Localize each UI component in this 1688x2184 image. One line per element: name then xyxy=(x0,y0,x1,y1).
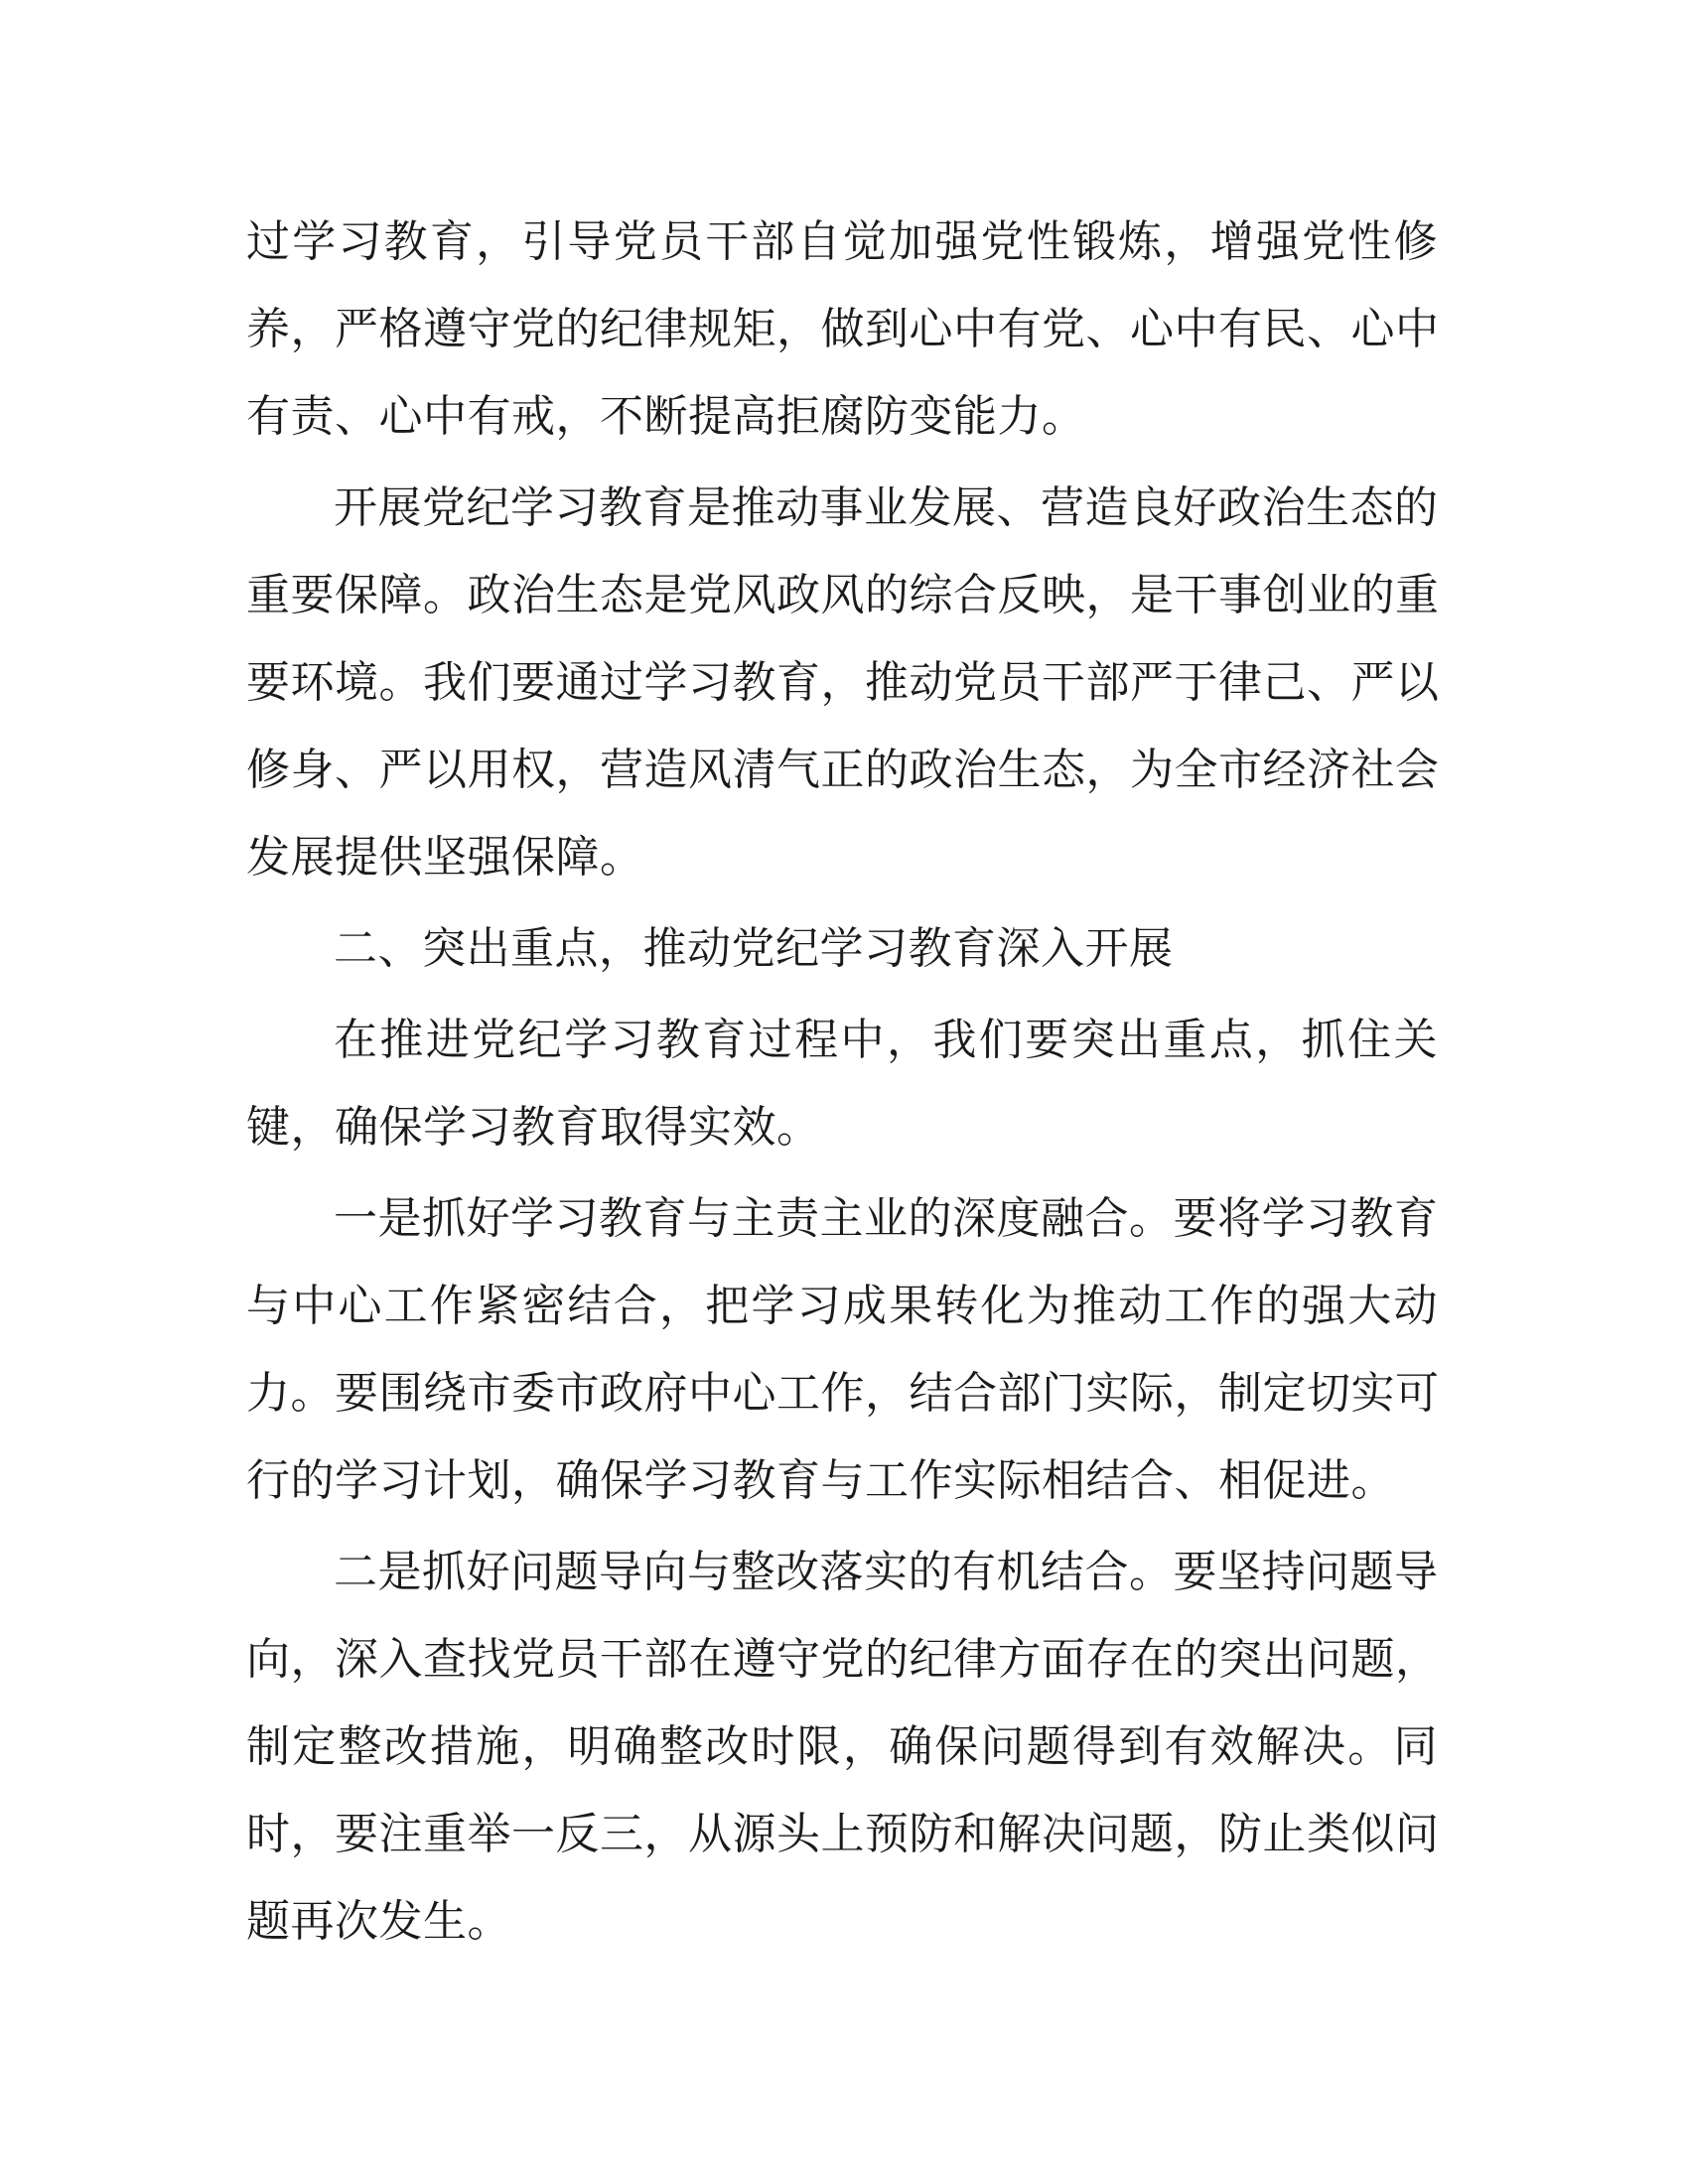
paragraph-point-two xyxy=(246,1529,1438,1966)
text-line: 向，深入查找党员干部在遵守党的纪律方面存在的突出问题， xyxy=(246,1634,1440,1685)
text-line: 力。要围绕市委市政府中心工作，结合部门实际，制定切实可 xyxy=(246,1368,1440,1419)
section-heading xyxy=(246,905,1438,993)
text-line: 在推进党纪学习教育过程中，我们要突出重点，抓住关 xyxy=(334,1015,1438,1065)
text-line: 要环境。我们要通过学习教育，推动党员干部严于律己、严以 xyxy=(246,657,1440,708)
text-line: 重要保障。政治生态是党风政风的综合反映，是干事创业的重 xyxy=(246,570,1440,620)
text-line: 键，确保学习教育取得实效。 xyxy=(246,1102,821,1153)
text-line: 一是抓好学习教育与主责主业的深度融合。要将学习教育 xyxy=(334,1193,1439,1244)
text-line: 发展提供坚强保障。 xyxy=(246,832,644,883)
paragraph-point-one xyxy=(246,1175,1438,1525)
paragraph-party-spirit xyxy=(246,199,1438,461)
text-line: 题再次发生。 xyxy=(246,1896,511,1947)
text-line: 过学习教育，引导党员干部自觉加强党性锻炼，增强党性修 xyxy=(246,216,1438,267)
text-line: 时，要注重举一反三，从源头上预防和解决问题，防止类似问 xyxy=(246,1809,1440,1859)
text-line: 修身、严以用权，营造风清气正的政治生态，为全市经济社会 xyxy=(246,745,1440,795)
text-line: 行的学习计划，确保学习教育与工作实际相结合、相促进。 xyxy=(246,1455,1395,1506)
paragraph-political-ecology xyxy=(246,465,1438,901)
document-page xyxy=(246,199,1438,1970)
heading-line: 二、突出重点，推动党纪学习教育深入开展 xyxy=(334,923,1174,974)
text-line: 有责、心中有戒，不断提高拒腐防变能力。 xyxy=(246,391,1086,442)
text-line: 二是抓好问题导向与整改落实的有机结合。要坚持问题导 xyxy=(334,1547,1439,1597)
text-line: 制定整改措施，明确整改时限，确保问题得到有效解决。同 xyxy=(246,1721,1438,1772)
text-line: 开展党纪学习教育是推动事业发展、营造良好政治生态的 xyxy=(334,482,1439,533)
paragraph-focus xyxy=(246,997,1438,1171)
text-line: 与中心工作紧密结合，把学习成果转化为推动工作的强大动 xyxy=(246,1281,1438,1331)
text-line: 养，严格遵守党的纪律规矩，做到心中有党、心中有民、心中 xyxy=(246,304,1440,354)
